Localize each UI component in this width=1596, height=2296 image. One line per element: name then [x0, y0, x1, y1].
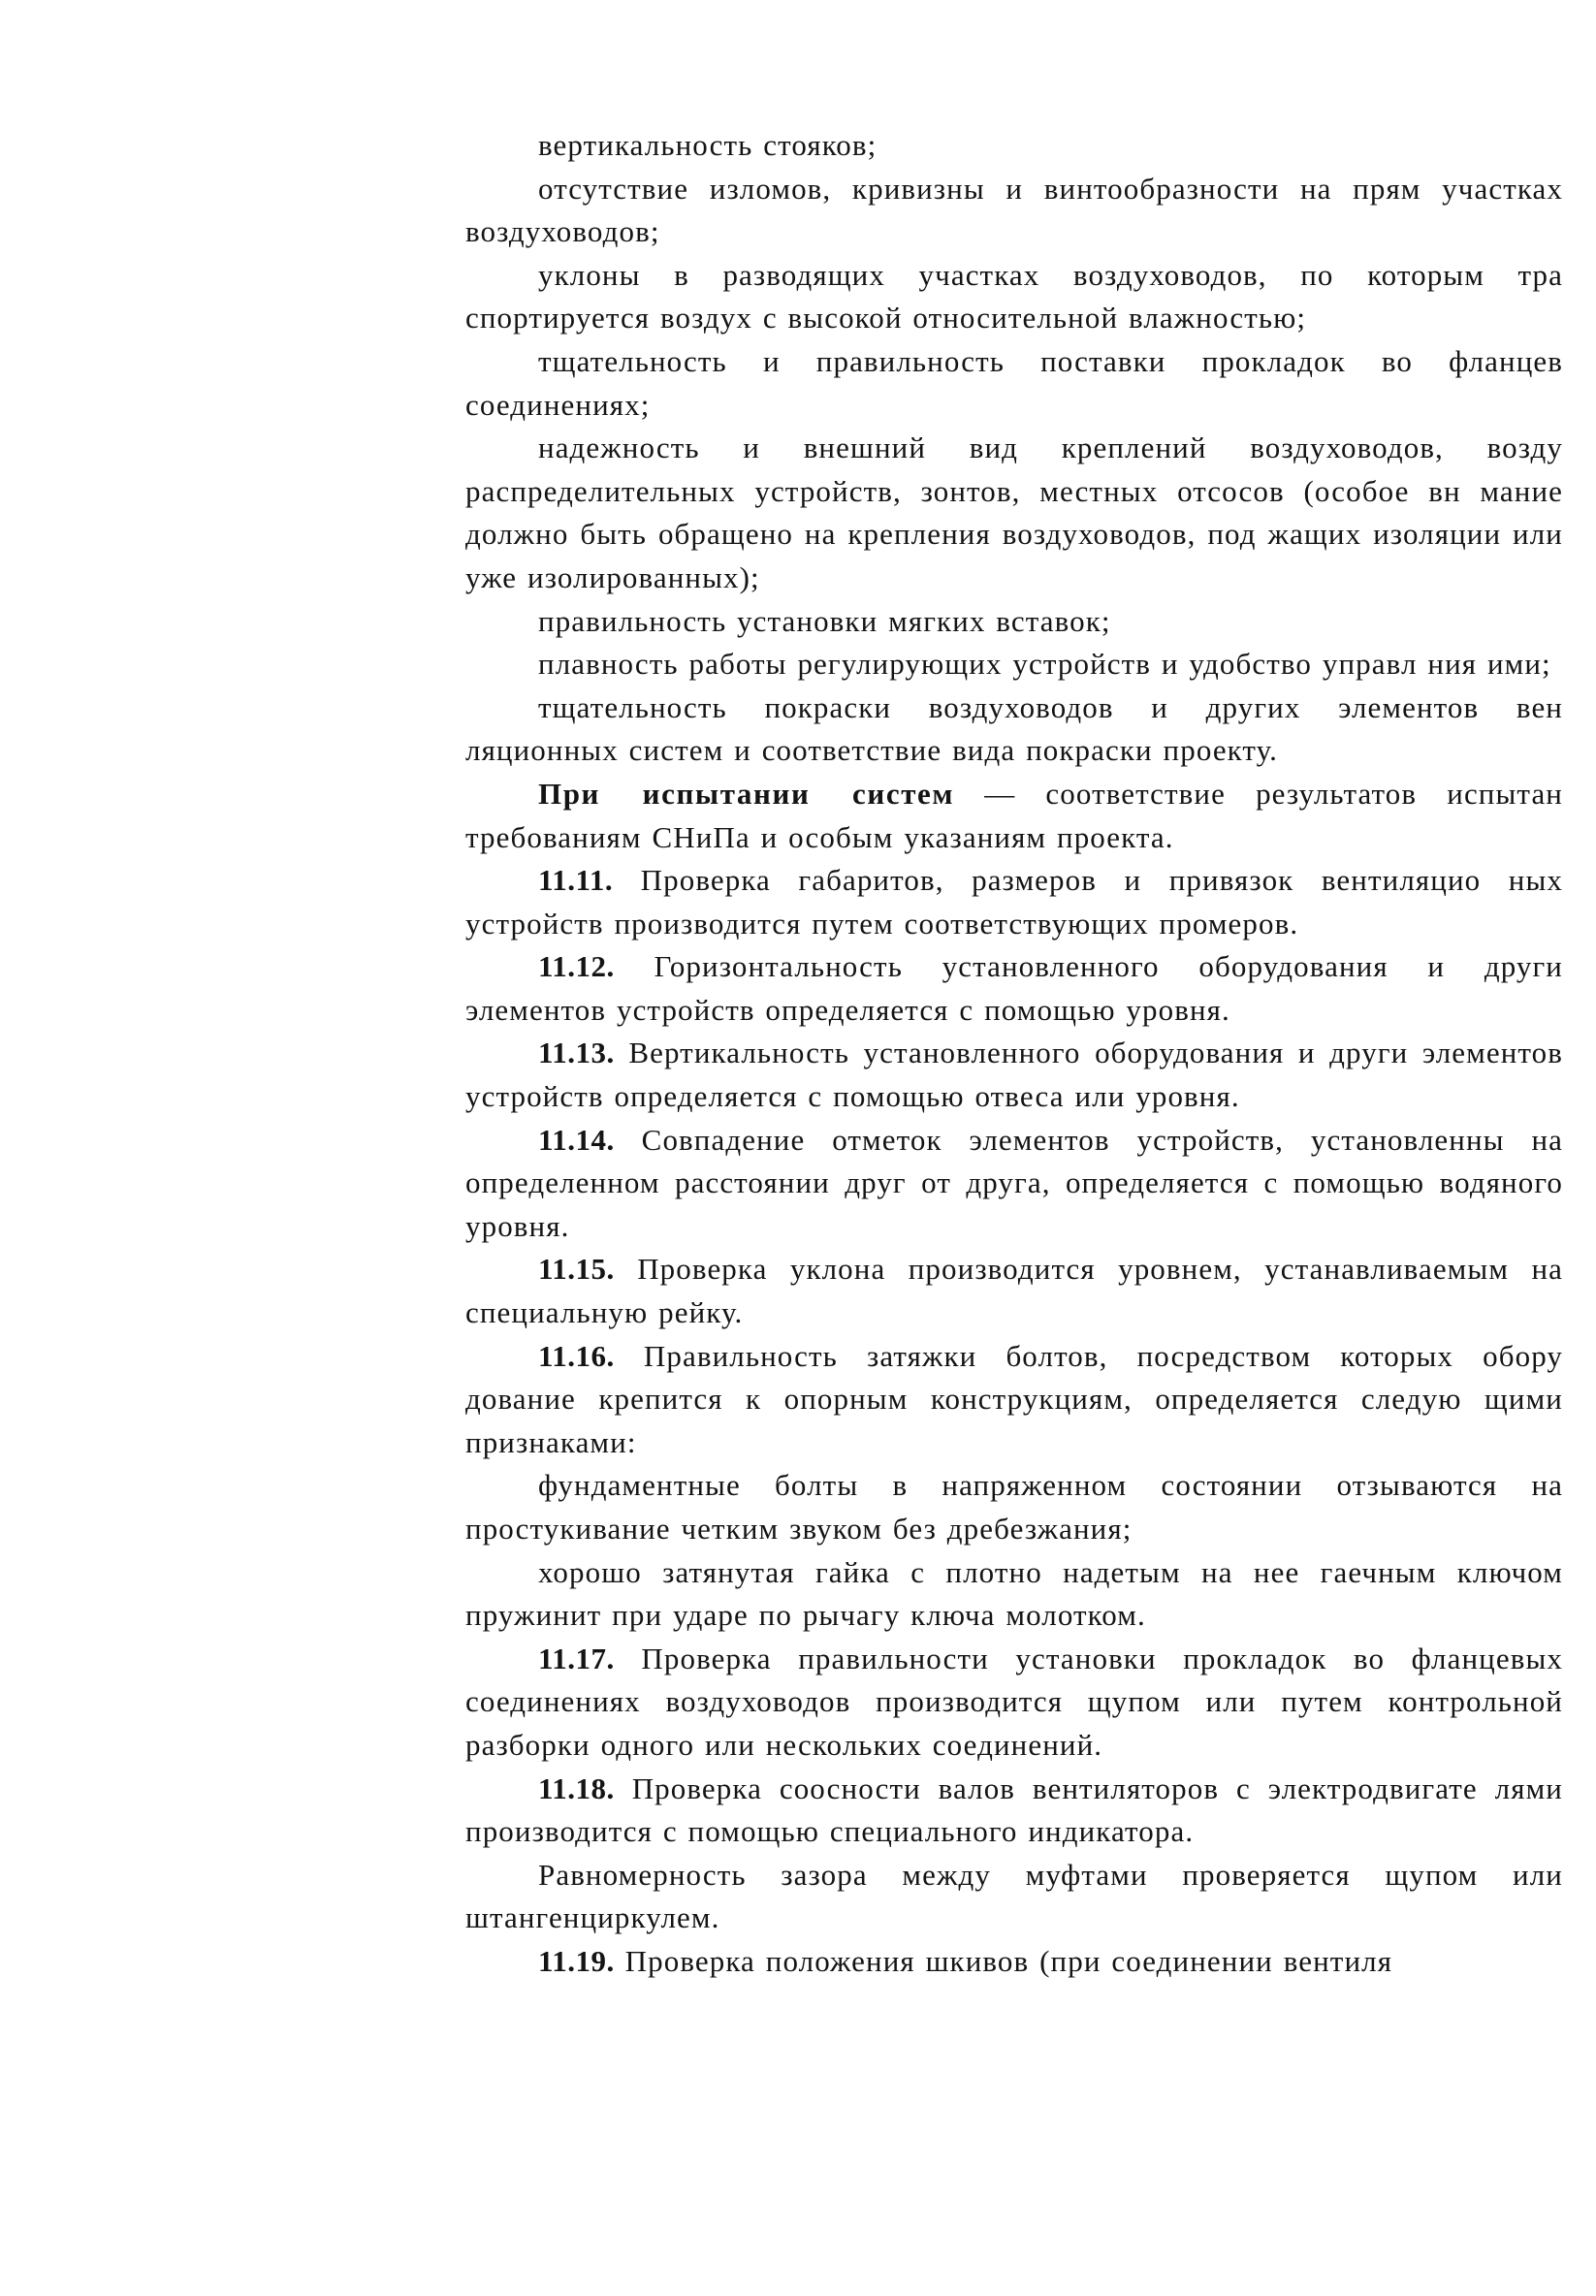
clause-text: Горизонтальность установленного оборудования и други элементов устройств определяется с помощью уровня. [465, 949, 1563, 1027]
clause-number: 11.12. [538, 949, 615, 984]
clause-11-14 [465, 1119, 1563, 1249]
clause-11-18 [465, 1768, 1563, 1854]
list-item: плавность работы регулирующих устройств и удобство управл ния ими; [538, 647, 1551, 682]
clause-text: Проверка уклона производится уровнем, устанавливаемым на специальную рейку. [465, 1252, 1563, 1330]
clause-text: Проверка соосности валов вентиляторов с электродвигате лями производится с помощью специального индикатора. [465, 1770, 1563, 1849]
clause-text: Проверка габаритов, размеров и привязок вентиляцио ных устройств производится путем соответствующих промеров. [465, 863, 1563, 941]
clause-text: Совпадение отметок элементов устройств, установленны на определенном расстоянии друг от друга, определяется с помощью водяного уровня. [465, 1122, 1563, 1243]
list-item: вертикальность стояков; [538, 128, 878, 162]
clause-text: Вертикальность установленного оборудования и други элементов устройств определяется с помощью отвеса или уровня. [465, 1036, 1563, 1114]
document-page [465, 124, 1563, 1984]
clause-text: Проверка положения шкивов (при соединении вентиля [614, 1943, 1393, 1978]
clause-11-11 [465, 859, 1563, 945]
sign-item: хорошо затянутая гайка с плотно надетым на нее гаечным ключом пружинит при ударе по рычагу ключа молотком. [465, 1554, 1563, 1633]
clause-11-15 [465, 1248, 1563, 1334]
list-item: уклоны в разводящих участках воздуховодов, по которым тра спортируется воздух с высокой относительной влажностью; [465, 257, 1563, 335]
clause-number: 11.19. [538, 1943, 615, 1978]
list-item: тщательность покраски воздуховодов и других элементов вен ляционных систем и соответствие вида покраски проекту. [465, 689, 1563, 768]
sign-item: фундаментные болты в напряженном состоянии отзываются на простукивание четким звуком без дребезжания; [465, 1468, 1563, 1546]
clause-number: 11.13. [538, 1036, 615, 1070]
list-item: правильность установки мягких вставок; [538, 603, 1111, 638]
testing-paragraph [465, 773, 1563, 859]
clause-11-12 [465, 945, 1563, 1032]
list-item: отсутствие изломов, кривизны и винтообразности на прям участках воздуховодов; [465, 171, 1563, 249]
gap-check-paragraph: Равномерность зазора между муфтами проверяется щупом или штангенциркулем. [465, 1857, 1563, 1935]
clause-11-19 [465, 1940, 1563, 1984]
clause-number: 11.18. [538, 1770, 615, 1805]
testing-text: — соответствие результатов испытан требованиям СНиПа и особым указаниям проекта. [465, 776, 1563, 854]
clause-number: 11.15. [538, 1252, 615, 1287]
testing-lead: При испытании систем [538, 776, 955, 811]
clause-number: 11.16. [538, 1338, 615, 1373]
clause-11-13 [465, 1032, 1563, 1118]
clause-number: 11.17. [538, 1641, 615, 1675]
list-item: тщательность и правильность поставки прокладок во фланцев соединениях; [465, 343, 1563, 422]
clause-text: Правильность затяжки болтов, посредством которых обору дование крепится к опорным конструкциям, определяется следую щими признаками: [465, 1338, 1563, 1459]
clause-number: 11.14. [538, 1122, 615, 1157]
clause-text: Проверка правильности установки прокладок во фланцевых соединениях воздуховодов производится щупом или путем контрольной разборки одного или нескольких соединений. [465, 1641, 1563, 1762]
clause-11-16 [465, 1335, 1563, 1465]
list-item: надежность и внешний вид креплений воздуховодов, возду распределительных устройств, зонтов, местных отсосов (особое вн мание должно быть обращено на крепления воздуховодов, под жащих изоляции или уже изолированных); [465, 430, 1563, 594]
clause-11-17 [465, 1638, 1563, 1768]
clause-number: 11.11. [538, 863, 614, 898]
